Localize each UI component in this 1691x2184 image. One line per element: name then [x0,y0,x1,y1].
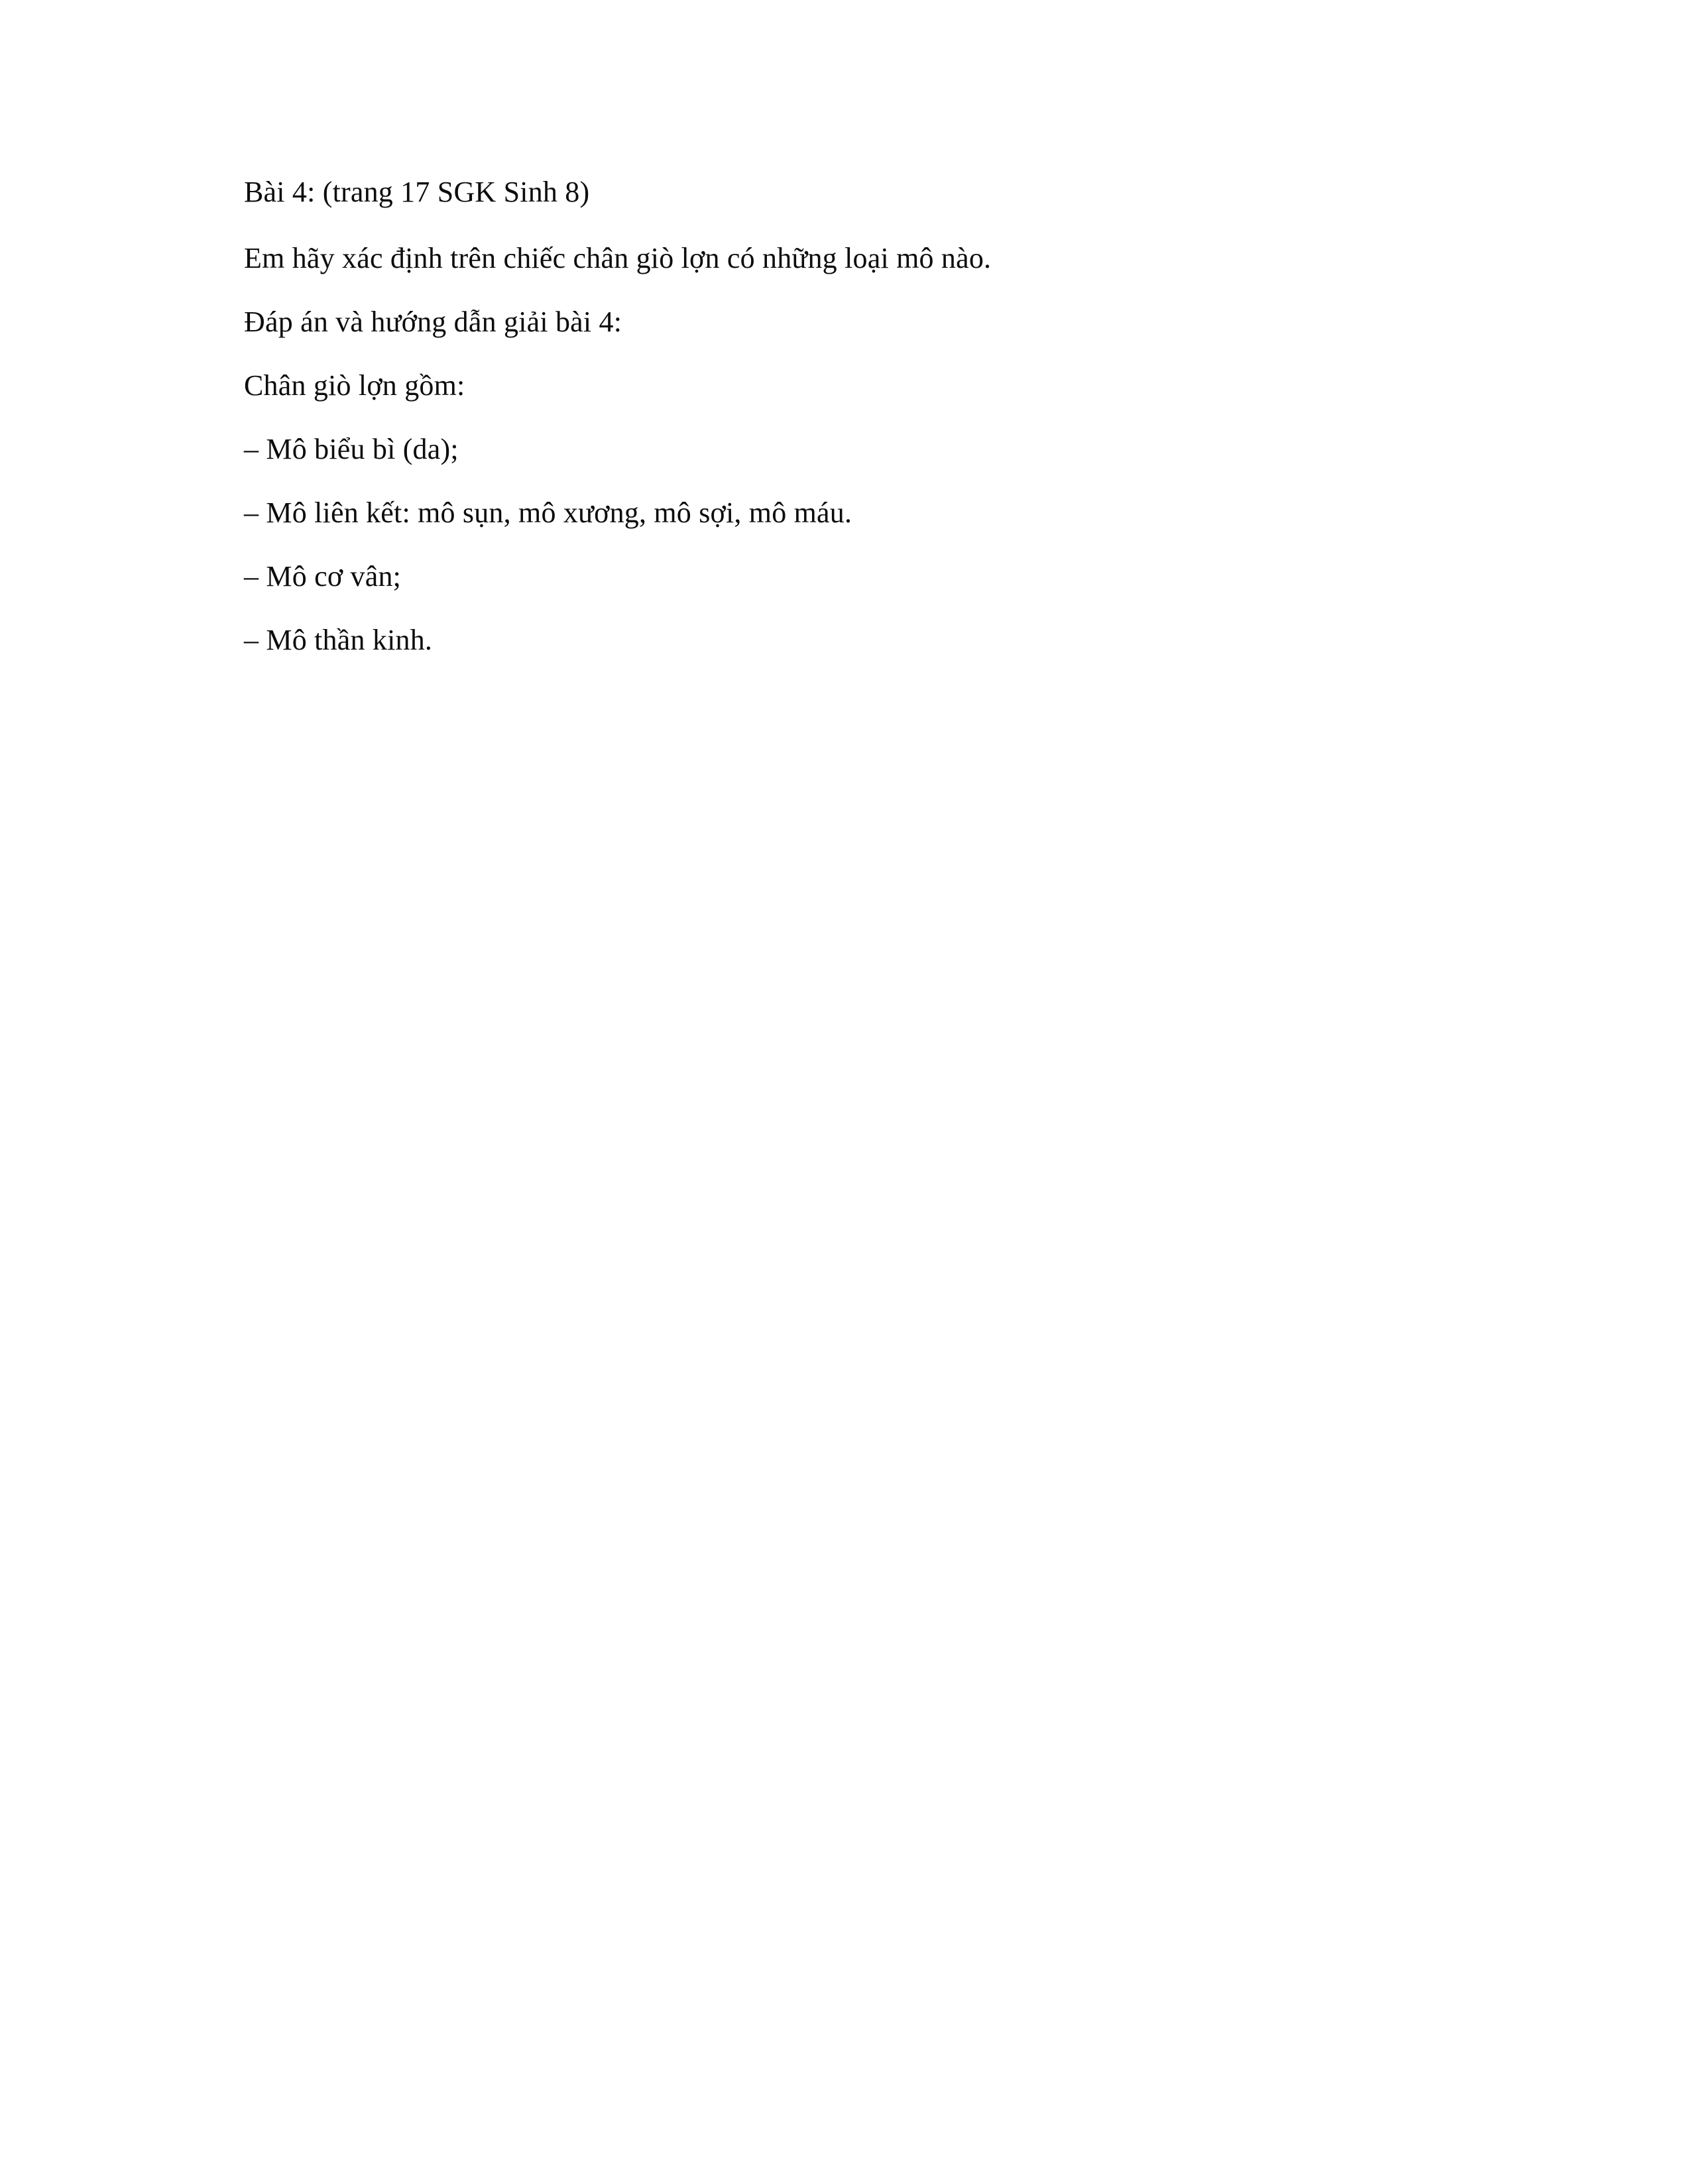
answer-list-item-1: – Mô biểu bì (da); [244,433,459,465]
answer-heading: Đáp án và hướng dẫn giải bài 4: [244,306,622,338]
answer-intro: Chân giò lợn gồm: [244,369,465,402]
document-body [244,178,1470,655]
answer-list-item-2: – Mô liên kết: mô sụn, mô xương, mô sợi, mô máu. [244,496,852,529]
exercise-question: Em hãy xác định trên chiếc chân giò lợn có những loại mô nào. [244,242,992,274]
answer-list-item-4: – Mô thần kinh. [244,624,433,656]
exercise-heading: Bài 4: (trang 17 SGK Sinh 8) [244,176,590,208]
answer-list-item-3: – Mô cơ vân; [244,560,402,593]
